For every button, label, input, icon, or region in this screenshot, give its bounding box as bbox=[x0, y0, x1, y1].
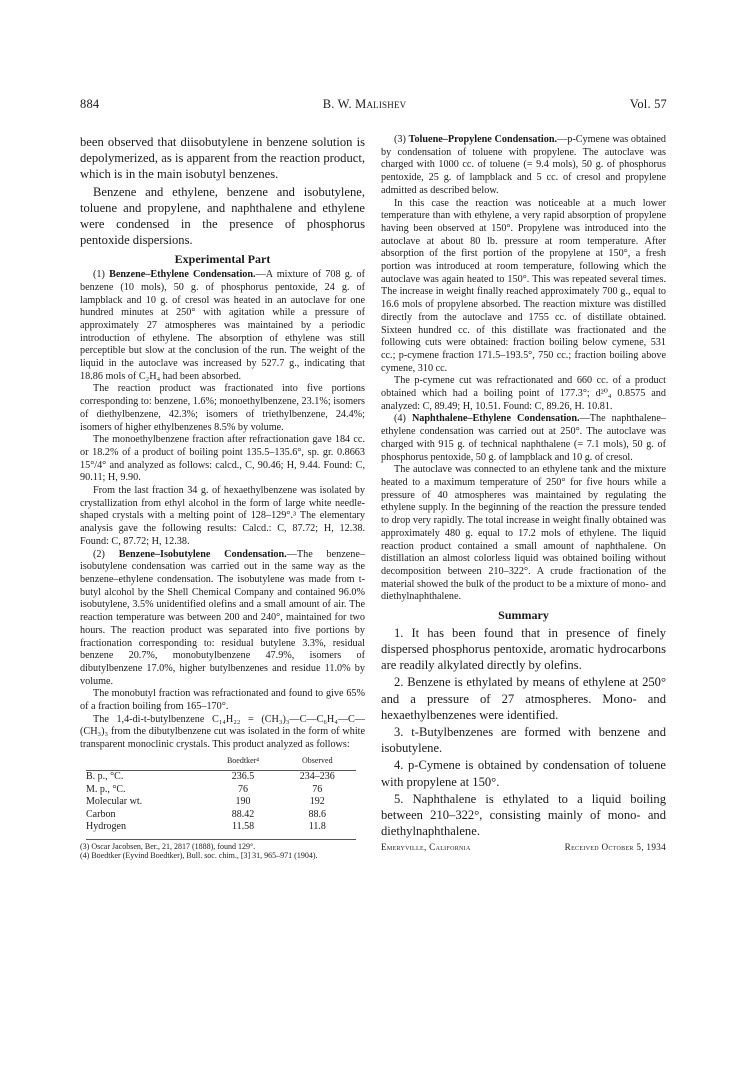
page-number: 884 bbox=[80, 97, 100, 111]
table-header-row bbox=[86, 755, 356, 770]
footnote: (4) Boedtker (Eyvind Boedtker), Bull. soc. chim., [3] 31, 965–971 (1904). bbox=[80, 851, 318, 861]
experiment-2-dibutyl: The 1,4-di-t-butylbenzene C₁₄H₂₂ = (CH₃)₃—C—C₆H₄—C—(CH₃)₃ from the dibutylbenzene cut was isolated in the form of white transparent monoclinic crystals. This product analyzed as follows: bbox=[80, 713, 365, 751]
summary-item: 1. It has been found that in presence of finely dispersed phosphorus pentoxide, aromatic hydrocarbons are readily alkylated directly by olefins. bbox=[381, 625, 666, 673]
table-cell: 11.8 bbox=[308, 821, 326, 833]
summary-item: 4. p-Cymene is obtained by condensation of toluene with propylene at 150°. bbox=[381, 758, 666, 789]
volume-number: Vol. 57 bbox=[629, 97, 667, 111]
experiment-2-monobutyl: The monobutyl fraction was refractionated and found to give 65% of a fraction boiling from 165–170°. bbox=[80, 688, 365, 713]
experiment-2-text: —The benzene–isobutylene condensation was carried out in the same way as the benzene–ethylene condensation. The isobutylene was made from t-butyl alcohol by the Shell Chemical Company and contained 96.0% isobutylene, 3.5% unidentified olefins and a small amount of air. The reaction temperature was between 200 and 240°, maintained for two hours. The reaction product was separated into five portions by fractionation corresponding to: residual butylene 3.3%, residual benzene 20.7%, monobutylbenzene 47.9%, isomers of dibutylbenzene 17.0%, higher butylbenzenes and residue 11.0% by volume. bbox=[80, 548, 366, 687]
experiment-4-procedure: The autoclave was connected to an ethylene tank and the mixture heated to a maximum temperature of 250° for five hours while a pressure of 40 atmospheres was maintained by regulating the ethylene supply. In the beginning of the reaction the pressure tended to drop very rapidly. The total increase in weight finally obtained was approximately 480 g. equal to 17.2 mols of ethylene. The liquid reaction product contained a small amount of naphthalene. On distillation an almost colorless liquid was obtained boiling without decomposition between 210–322°. A crude fractionation of the material showed the bulk of the product to be a mixture of mono- and diethylnaphthalene. bbox=[381, 464, 666, 603]
intro-paragraph: been observed that diisobutylene in benzene solution is depolymerized, as is apparent from the reaction product, which is in the main isobutyl benzenes. bbox=[80, 135, 365, 182]
received-date: Received October 5, 1934 bbox=[564, 842, 666, 853]
experiment-1-label: (1) bbox=[93, 269, 105, 281]
author-name: B. W. Malishev bbox=[322, 97, 407, 111]
table-cell: 76 bbox=[238, 783, 249, 795]
table-cell: B. p., °C. bbox=[86, 771, 124, 783]
properties-table bbox=[86, 755, 356, 834]
table-cell: 11.58 bbox=[231, 821, 255, 833]
table-cell: Carbon bbox=[86, 808, 116, 820]
table-cell: 76 bbox=[312, 783, 323, 795]
table-header-cell bbox=[86, 755, 208, 770]
experiment-3-paragraph bbox=[381, 134, 666, 198]
running-header bbox=[80, 97, 667, 112]
table-cell: 236.5 bbox=[231, 771, 255, 783]
right-column bbox=[381, 134, 666, 854]
summary-item: 5. Naphthalene is ethylated to a liquid boiling between 210–322°, consisting mainly of mono- and diethylnaphthalene. bbox=[381, 791, 666, 839]
experiment-1-text: —A mixture of 708 g. of benzene (10 mols), 50 g. of phosphorus pentoxide, 24 g. of lampblack and 10 g. of cresol was heated in an autoclave for one hundred minutes at 250° with agitation while a pressure of approximately 27 atmospheres was maintained by a periodic introduction of ethylene. The absorption of ethylene was still perceptible but slow at the conclusion of the run. The weight of the liquid in the autoclave was increased by 527.7 g., indicating that 18.86 mols of C₂H₄ had been absorbed. bbox=[80, 269, 365, 382]
experiment-3-title: Toluene–Propylene Condensation. bbox=[408, 134, 558, 145]
footnote-divider bbox=[86, 839, 356, 840]
footnote: (3) Oscar Jacobsen, Ber., 21, 2817 (1888), found 129°. bbox=[80, 841, 256, 851]
location: Emeryville, California bbox=[381, 842, 471, 853]
experiment-3-procedure: In this case the reaction was noticeable at a much lower temperature than with ethylene, a very rapid absorption of propylene having been observed at 150°. Propylene was introduced into the autoclave at about 80 lb. pressure at room temperature. After absorption of the first portion of the propylene at 150°, a fresh portion was introduced at room temperature, following which the autoclave was again heated to 150°. This was repeated several times. The increase in weight finally reached approximately 700 g., equal to 16.6 mols of propylene absorbed. The reaction mixture was distilled directly from the autoclave and 1755 cc. of distillate obtained. Sixteen hundred cc. of this distillate was fractionated and the following cuts were obtained: fraction boiling below cymene, 531 cc.; p-cymene fraction 171.5–193.5°, 750 cc.; fraction boiling above cymene, 310 cc. bbox=[381, 197, 666, 374]
table-cell: 192 bbox=[309, 796, 325, 808]
experimental-heading: Experimental Part bbox=[174, 252, 271, 267]
table-cell: 88.42 bbox=[231, 808, 255, 820]
experiment-4-paragraph bbox=[381, 413, 666, 464]
summary-item: 3. t-Butylbenzenes are formed with benzene and isobutylene. bbox=[381, 724, 666, 756]
experiment-1-hexaethyl: From the last fraction 34 g. of hexaethylbenzene was isolated by crystallization from ethyl alcohol in the form of large white needle-shaped crystals with a melting point of 128–129°.³ The elementary analysis gave the following results: Calcd.: C, 87.72; H, 12.38. Found: C, 87.72; H, 12.38. bbox=[80, 485, 365, 547]
table-cell: 190 bbox=[235, 796, 251, 808]
table-header-cell: Boedtker⁴ bbox=[208, 755, 279, 770]
experiment-1-fractions: The reaction product was fractionated into five portions corresponding to: benzene, 1.6%; monoethylbenzene, 23.1%; isomers of diethylbenzene, 42.3%; isomers of triethylbenzene, 24.4%; isomers of higher ethylbenzenes 8.5% by volume. bbox=[80, 383, 365, 433]
experiment-1-monoethyl: The monoethylbenzene fraction after refractionation gave 184 cc. or 18.2% of a product of boiling point 135.5–135.6°, sp. gr. 0.8663 15°/4° and analyzed as follows: calcd., C, 90.46; H, 9.44. Found: C, 90.11; H, 9.90. bbox=[80, 434, 365, 484]
summary-list bbox=[381, 625, 666, 840]
table-row bbox=[86, 808, 356, 821]
table-cell: M. p., °C. bbox=[86, 783, 126, 795]
table-cell: Molecular wt. bbox=[86, 796, 143, 808]
summary-heading: Summary bbox=[498, 608, 549, 623]
experiment-4-label: (4) bbox=[394, 413, 406, 425]
experiment-3-label: (3) bbox=[394, 134, 406, 145]
table-row bbox=[86, 821, 356, 834]
experiment-1-title: Benzene–Ethylene Condensation. bbox=[109, 269, 256, 281]
experiment-2-paragraph bbox=[80, 549, 365, 689]
summary-item: 2. Benzene is ethylated by means of ethylene at 250° and a pressure of 27 atmospheres. Mono- and hexaethylbenzenes were identified. bbox=[381, 675, 666, 722]
table-cell: 234–236 bbox=[299, 771, 335, 783]
left-column bbox=[80, 134, 365, 861]
experiment-2-title: Benzene–Isobutylene Condensation. bbox=[118, 548, 287, 560]
table-row bbox=[86, 796, 356, 809]
experiment-4-text: —The naphthalene–ethylene condensation was carried out at 250°. The autoclave was charged with 915 g. of technical naphthalene (= 7.1 mols), 50 g. of phosphorus pentoxide, 50 g. of lampblack and 10 g. of cresol. bbox=[381, 413, 666, 463]
table-row bbox=[86, 770, 356, 783]
table-cell: 88.6 bbox=[308, 808, 327, 820]
table-cell: Hydrogen bbox=[86, 821, 126, 833]
experiment-3-cymene: The p-cymene cut was refractionated and 660 cc. of a product obtained which had a boiling point of 177.3°; d²⁰₄ 0.8575 and analyzed: C, 89.49; H, 10.51. Found: C, 89.26, H. 10.81. bbox=[381, 375, 666, 412]
intro-paragraph: Benzene and ethylene, benzene and isobutylene, toluene and propylene, and naphthalene and ethylene were condensed in the presence of phosphorus pentoxide dispersions. bbox=[80, 184, 365, 248]
experiment-1-paragraph bbox=[80, 269, 365, 383]
experiment-3-text: —p-Cymene was obtained by condensation of toluene with propylene. The autoclave was charged with 1000 cc. of toluene (= 9.4 mols), 50 g. of phosphorus pentoxide, 25 g. of lampblack and 5 cc. of cresol and propylene admitted as described below. bbox=[381, 134, 667, 196]
experiment-2-label: (2) bbox=[93, 548, 105, 560]
table-row bbox=[86, 783, 356, 796]
experiment-4-title: Naphthalene–Ethylene Condensation. bbox=[411, 413, 580, 425]
table-header-cell: Observed bbox=[279, 755, 356, 770]
signature-line bbox=[381, 841, 666, 854]
